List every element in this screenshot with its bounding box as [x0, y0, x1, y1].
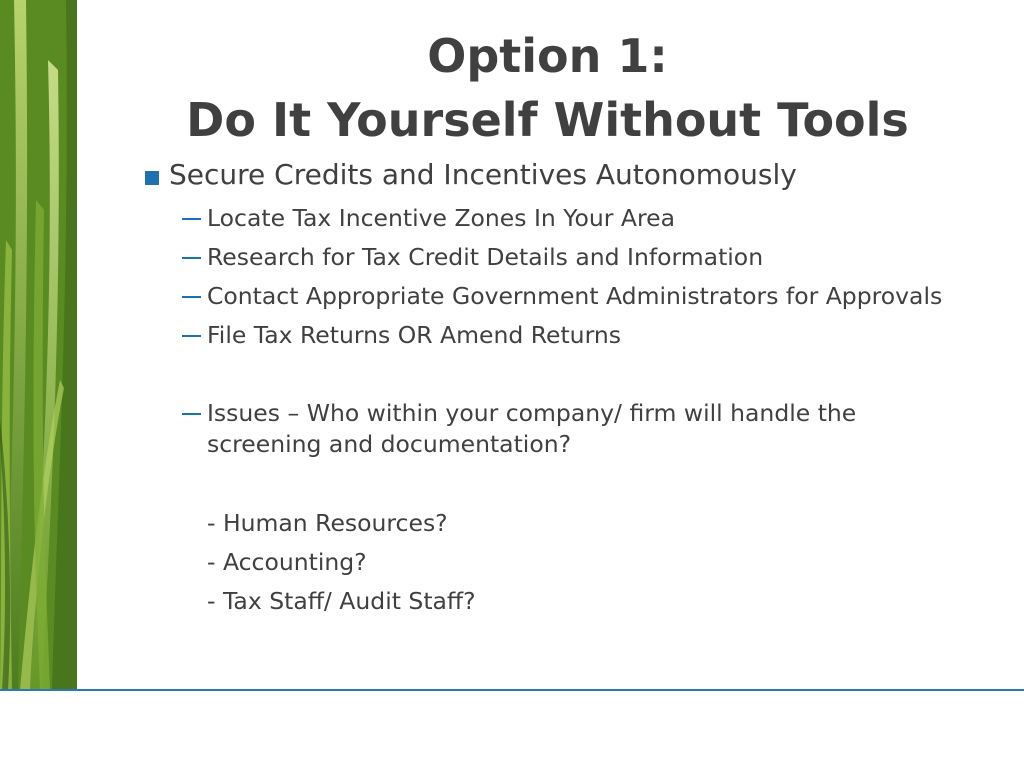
square-bullet-icon [145, 171, 159, 185]
main-bullet-item [145, 155, 975, 195]
sub-bullet-text: Locate Tax Incentive Zones In Your Area [207, 204, 675, 232]
dash-bullet-icon [182, 296, 201, 298]
issue-option-item: - Accounting? [207, 548, 367, 576]
slide-body [145, 155, 975, 617]
issue-option-item: - Tax Staff/ Audit Staff? [207, 587, 476, 615]
main-bullet-text: Secure Credits and Incentives Autonomously [169, 158, 797, 191]
dash-bullet-icon [182, 218, 201, 220]
sub-bullet-item [145, 320, 975, 351]
spacer [145, 351, 975, 390]
sub-bullet-text: Research for Tax Credit Details and Information [207, 243, 764, 271]
dash-bullet-icon [182, 413, 201, 415]
issue-option-item: - Human Resources? [207, 509, 448, 537]
sub-bullet-item [145, 281, 975, 312]
sub-bullet-text: File Tax Returns OR Amend Returns [207, 321, 621, 349]
spacer [145, 460, 975, 500]
dash-bullet-icon [182, 257, 201, 259]
sub-bullet-text: Contact Appropriate Government Administrators for Approvals [207, 282, 943, 310]
footer-divider-line [0, 689, 1024, 691]
slide-title-line-2: Do It Yourself Without Tools [186, 93, 909, 147]
dash-bullet-icon [182, 335, 201, 337]
issues-bullet-text: Issues – Who within your company/ firm will handle the screening and documentation? [207, 399, 857, 458]
slide-title [100, 24, 995, 152]
sub-bullet-item [145, 242, 975, 273]
grass-decoration-image [0, 0, 77, 690]
grass-blades-graphic [0, 0, 77, 690]
sub-bullet-item [145, 203, 975, 234]
slide-title-line-1: Option 1: [427, 29, 668, 83]
issues-bullet-item [145, 398, 975, 460]
